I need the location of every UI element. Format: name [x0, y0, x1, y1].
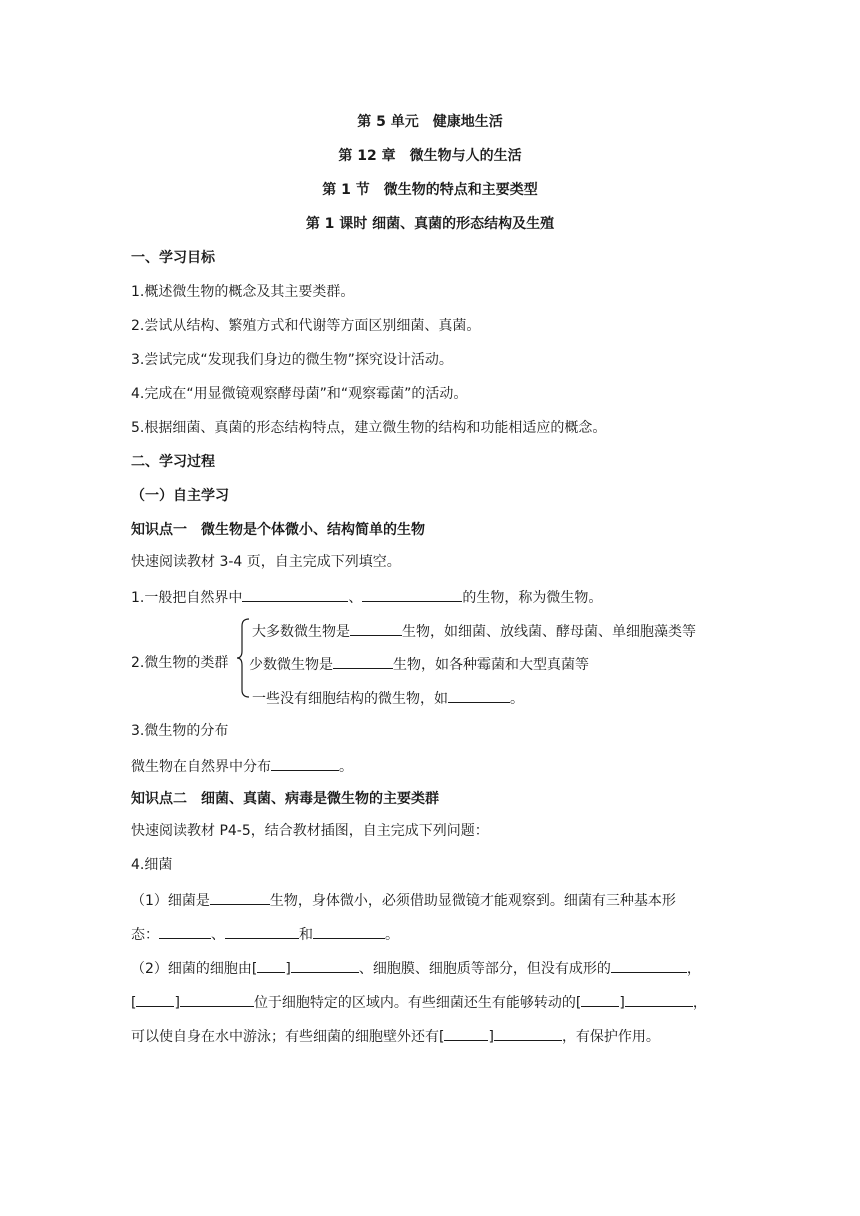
- fill-blank[interactable]: [362, 586, 462, 602]
- fill-blank[interactable]: [313, 923, 385, 939]
- paragraph-2-line-1: （2）细菌的细胞由[ ] 、细胞膜、细胞质等部分，但没有成形的 ，: [131, 957, 701, 979]
- objective-item: 3.尝试完成“发现我们身边的微生物”探究设计活动。: [131, 352, 453, 368]
- paragraph-2-line-3: 可以使自身在水中游泳；有些细菌的细胞壁外还有[ ] ，有保护作用。: [131, 1025, 660, 1047]
- self-study-heading: （一）自主学习: [131, 488, 229, 504]
- knowledge-point-1-title: 知识点一 微生物是个体微小、结构简单的生物: [131, 522, 425, 538]
- fill-blank[interactable]: [494, 1025, 562, 1041]
- fill-blank[interactable]: [625, 991, 693, 1007]
- category-row-2: 少数微生物是 生物，如各种霉菌和大型真菌等: [249, 653, 589, 675]
- fill-blank[interactable]: [225, 923, 299, 939]
- fill-blank[interactable]: [136, 991, 174, 1007]
- lesson-heading: 第 1 课时 细菌、真菌的形态结构及生殖: [305, 216, 555, 232]
- knowledge-point-2-title: 知识点二 细菌、真菌、病毒是微生物的主要类群: [131, 791, 439, 807]
- fill-blank[interactable]: [333, 653, 393, 669]
- category-row-1: 大多数微生物是 生物，如细菌、放线菌、酵母菌、单细胞藻类等: [252, 620, 696, 642]
- fill-blank[interactable]: [242, 586, 348, 602]
- objectives-heading: 一、学习目标: [131, 250, 215, 266]
- fill-blank[interactable]: [611, 957, 687, 973]
- knowledge-point-1-intro: 快速阅读教材 3-4 页，自主完成下列填空。: [131, 554, 401, 570]
- fill-blank[interactable]: [581, 991, 619, 1007]
- paragraph-1-line-2: 态： 、 和 。: [131, 923, 399, 945]
- fill-blank[interactable]: [271, 755, 339, 771]
- fill-blank[interactable]: [291, 957, 359, 973]
- question-2-label: 2.微生物的类群: [131, 655, 229, 671]
- unit-heading: 第 5 单元 健康地生活: [357, 114, 503, 130]
- category-row-3: 一些没有细胞结构的微生物，如 。: [252, 687, 524, 709]
- question-3: 微生物在自然界中分布 。: [131, 755, 353, 777]
- process-heading: 二、学习过程: [131, 454, 215, 470]
- question-1: 1.一般把自然界中 、 的生物，称为微生物。: [131, 586, 602, 608]
- section-heading: 第 1 节 微生物的特点和主要类型: [322, 182, 538, 198]
- knowledge-point-2-intro: 快速阅读教材 P4-5，结合教材插图，自主完成下列问题：: [131, 823, 489, 839]
- question-3-title: 3.微生物的分布: [131, 723, 229, 739]
- chapter-heading: 第 12 章 微生物与人的生活: [338, 148, 522, 164]
- objective-item: 4.完成在“用显微镜观察酵母菌”和“观察霉菌”的活动。: [131, 386, 468, 402]
- fill-blank[interactable]: [159, 923, 211, 939]
- paragraph-1-line-1: （1）细菌是 生物，身体微小，必须借助显微镜才能观察到。细菌有三种基本形: [131, 889, 676, 911]
- fill-blank[interactable]: [180, 991, 254, 1007]
- fill-blank[interactable]: [448, 687, 510, 703]
- objective-item: 1.概述微生物的概念及其主要类群。: [131, 284, 355, 300]
- objective-item: 5.根据细菌、真菌的形态结构特点，建立微生物的结构和功能相适应的概念。: [131, 420, 607, 436]
- question-4-title: 4.细菌: [131, 857, 173, 873]
- fill-blank[interactable]: [210, 889, 270, 905]
- fill-blank[interactable]: [257, 957, 285, 973]
- fill-blank[interactable]: [350, 620, 402, 636]
- objective-item: 2.尝试从结构、繁殖方式和代谢等方面区别细菌、真菌。: [131, 318, 481, 334]
- paragraph-2-line-2: [ ] 位于细胞特定的区域内。有些细菌还生有能够转动的[ ] ，: [131, 991, 707, 1013]
- fill-blank[interactable]: [444, 1025, 488, 1041]
